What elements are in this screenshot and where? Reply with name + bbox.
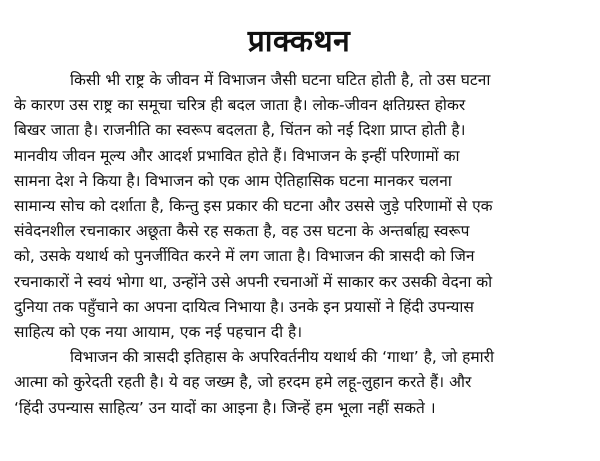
text-line: संवेदनशील रचनाकार अछूता कैसे रह सकता है, वह उस घटना के अन्तर्बाह्य स्वरूप [14, 222, 470, 241]
text-line: सामान्य सोच को दर्शाता है, किन्तु इस प्रकार की घटना और उससे जुड़े परिणामों से एक [14, 197, 493, 216]
text-line: मानवीय जीवन मूल्य और आदर्श प्रभावित होते हैं। विभाजन के इन्हीं परिणामों का [14, 146, 460, 165]
paragraph-2 [14, 345, 584, 421]
text-line: रचनाकारों ने स्वयं भोगा था, उन्होंने उसे अपनी रचनाओं में साकार कर उसकी वेदना को [14, 272, 493, 291]
text-line: के कारण उस राष्ट्र का समूचा चरित्र ही बदल जाता है। लोक-जीवन क्षतिग्रस्त होकर [14, 96, 466, 115]
text-line: किसी भी राष्ट्र के जीवन में विभाजन जैसी घटना घटित होती है, तो उस घटना [70, 71, 491, 89]
text-line: दुनिया तक पहुँचाने का अपना दायित्व निभाया है। उनके इन प्रयासों ने हिंदी उपन्यास [14, 297, 474, 316]
text-line: ‘हिंदी उपन्यास साहित्य’ उन यादों का आइना है। जिन्हें हम भूला नहीं सकते । [14, 398, 436, 417]
text-line: को, उसके यथार्थ को पुनर्जीवित करने में लग जाता है। विभाजन की त्रासदी को जिन [14, 247, 475, 266]
paragraph-1 [14, 68, 584, 345]
text-line: सामना देश ने किया है। विभाजन को एक आम ऐतिहासिक घटना मानकर चलना [14, 171, 452, 190]
text-line: साहित्य को एक नया आयाम, एक नई पहचान दी है। [14, 323, 303, 342]
text-line: आत्मा को कुरेदती रहती है। ये वह जख्म है, जो हरदम हमे लहू-लुहान करते हैं। और [14, 373, 472, 392]
text-line: विभाजन की त्रासदी इतिहास के अपरिवर्तनीय यथार्थ की ‘गाथा’ है, जो हमारी [70, 348, 494, 367]
page-title: प्राक्कथन [247, 24, 351, 59]
text-line: बिखर जाता है। राजनीति का स्वरूप बदलता है, चिंतन को नई दिशा प्राप्त होती है। [14, 121, 466, 140]
